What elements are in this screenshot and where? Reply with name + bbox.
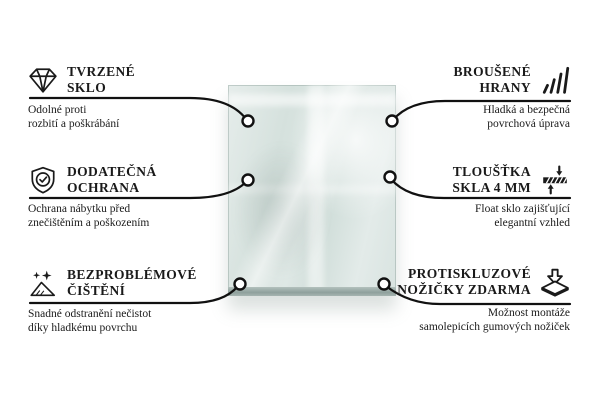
feature-description: [358, 104, 570, 131]
title-line: TVRZENÉ: [67, 64, 136, 79]
feature-title: [67, 164, 157, 195]
shield-check-icon: [28, 165, 58, 195]
desc-line: elegantní vzhled: [494, 216, 570, 229]
feature-tvrzene-sklo: [28, 64, 224, 131]
glass-thickness-icon: [540, 165, 570, 195]
feature-title: [452, 164, 531, 195]
title-line: SKLO: [67, 79, 107, 95]
desc-line: povrchová úprava: [487, 117, 570, 130]
feature-description: [358, 203, 570, 230]
title-line: OCHRANA: [67, 179, 140, 195]
desc-line: Hladká a bezpečná: [483, 104, 570, 117]
feature-description: [28, 203, 224, 230]
title-line: BROUŠENÉ: [453, 64, 531, 79]
title-line: ČIŠTĚNÍ: [67, 282, 126, 298]
feature-tloustka-skla: [358, 164, 570, 230]
feature-bezproblemove-cisteni: [28, 267, 224, 335]
title-line: HRANY: [479, 79, 531, 95]
desc-line: Ochrana nábytku před: [28, 203, 131, 216]
desc-line: Odolné proti: [28, 104, 87, 117]
desc-line: Snadné odstranění nečistot: [28, 308, 152, 321]
feature-protiskluzove-nozicky: [358, 266, 570, 334]
title-line: PROTISKLUZOVÉ: [408, 266, 531, 281]
polished-edges-icon: [540, 65, 570, 95]
anti-slip-feet-icon: [540, 267, 570, 297]
feature-title: [454, 64, 531, 95]
title-line: SKLA 4 MM: [452, 179, 531, 195]
desc-line: díky hladkému povrchu: [28, 321, 138, 334]
feature-title: [67, 64, 135, 95]
desc-line: Možnost montáže: [487, 307, 570, 320]
feature-description: [358, 307, 570, 334]
feature-brousene-hrany: [358, 64, 570, 131]
feature-description: [28, 104, 224, 131]
title-line: DODATEČNÁ: [67, 164, 157, 179]
feature-description: [28, 308, 224, 335]
diamond-icon: [28, 65, 58, 95]
title-line: NOŽIČKY ZDARMA: [397, 281, 531, 297]
desc-line: samolepicích gumových nožiček: [419, 320, 570, 333]
feature-title: [397, 266, 531, 297]
desc-line: Float sklo zajišťující: [475, 203, 570, 216]
feature-dodatecna-ochrana: [28, 164, 224, 230]
desc-line: rozbití a poškrábání: [28, 117, 120, 130]
sparkle-clean-icon: [28, 268, 58, 298]
feature-title: [67, 267, 197, 298]
title-line: TLOUŠŤKA: [452, 164, 531, 179]
title-line: BEZPROBLÉMOVÉ: [67, 267, 197, 282]
desc-line: znečištěním a poškozením: [28, 216, 150, 229]
